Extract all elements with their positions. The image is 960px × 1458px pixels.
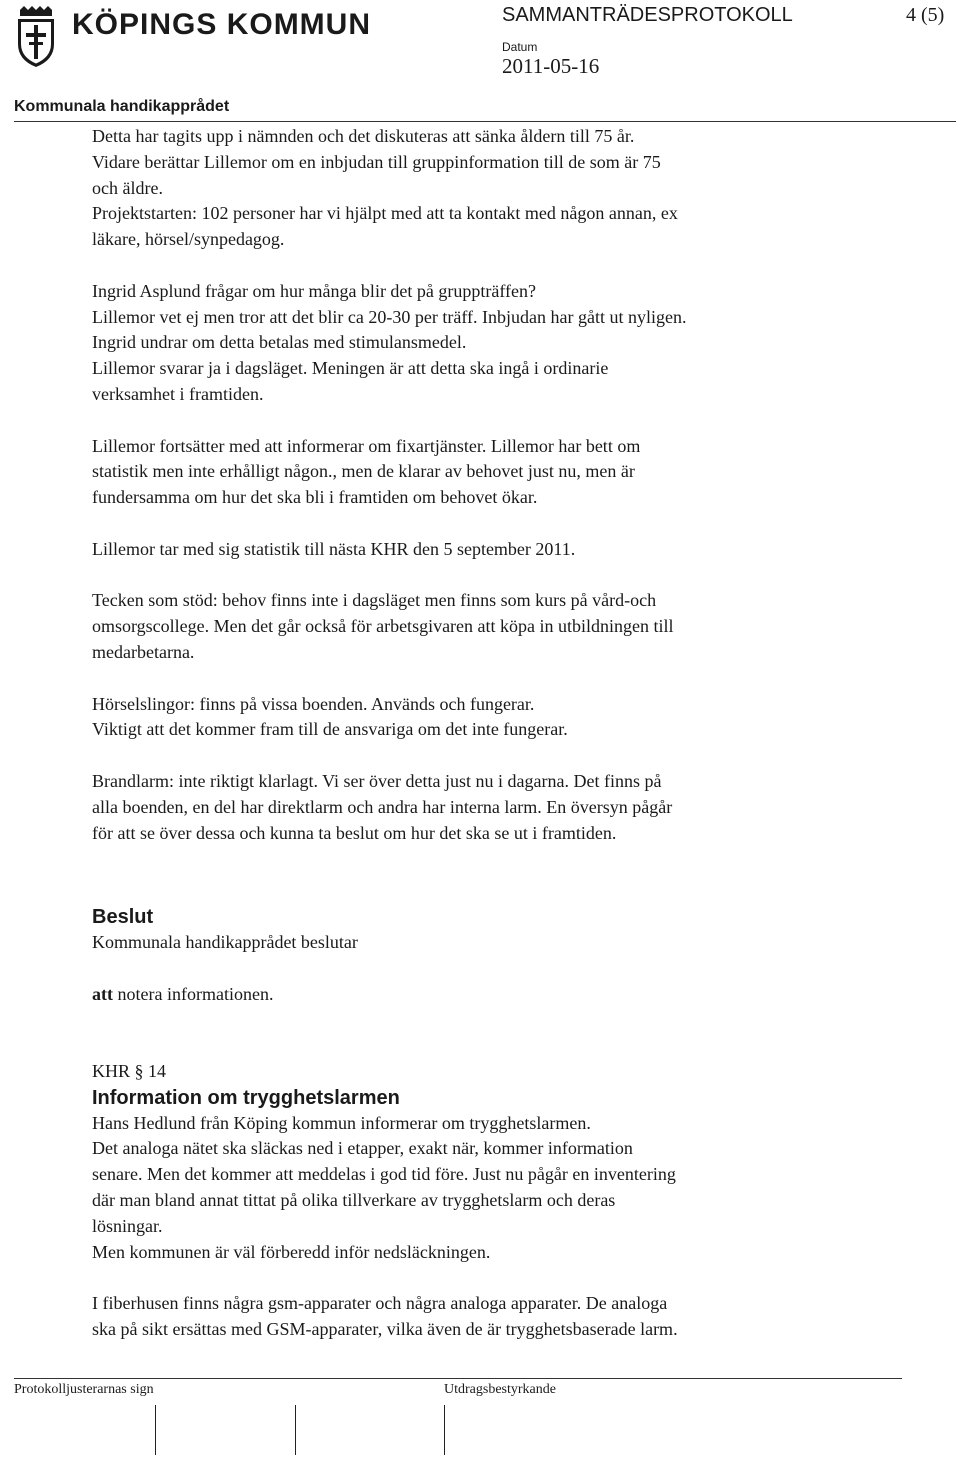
text-line: Vidare berättar Lillemor om en inbjudan till gruppinformation till de som är 75 — [92, 151, 661, 172]
paragraph-statistics: Lillemor tar med sig statistik till nästa KHR den 5 september 2011. — [92, 538, 576, 559]
spacer — [92, 846, 852, 872]
spacer — [92, 511, 852, 537]
text-line: där man bland annat tittat på olika tillverkare av trygghetslarm och deras — [92, 1190, 616, 1211]
text-line: för att se över dessa och kunna ta beslut om hur det ska se ut i framtiden. — [92, 822, 617, 843]
text-line: Brandlarm: inte riktigt klarlagt. Vi ser över detta just nu i dagarna. Det finns på — [92, 770, 662, 791]
text-line: statistik men inte erhålligt någon., men de klarar av behovet just nu, men är — [92, 461, 635, 482]
footer-extract-label: Utdragsbestyrkande — [444, 1382, 556, 1397]
item-heading: Information om trygghetslarmen — [92, 1086, 400, 1109]
text-line: Men kommunen är väl förberedd inför nedsläckningen. — [92, 1241, 491, 1262]
item-reference: KHR § 14 — [92, 1060, 167, 1081]
footer-signature-label: Protokolljusterarnas sign — [14, 1382, 154, 1397]
decision-heading: Beslut — [92, 905, 154, 928]
spacer — [92, 666, 852, 692]
text-line: Viktigt att det kommer fram till de ansvariga om det inte fungerar. — [92, 719, 568, 740]
spacer — [92, 1007, 852, 1033]
text-line: Lillemor svarar ja i dagsläget. Meningen är att detta ska ingå i ordinarie — [92, 358, 609, 379]
text-line: I fiberhusen finns några gsm-apparater och några analoga apparater. De analoga — [92, 1293, 668, 1314]
header-divider — [14, 121, 956, 122]
text-line: Det analoga nätet ska släckas ned i etapper, exakt när, kommer information — [92, 1138, 633, 1159]
page-number: 4 (5) — [906, 4, 945, 26]
text-line: Detta har tagits upp i nämnden och det diskuteras att sänka åldern till 75 år. — [92, 126, 635, 146]
text-line: senare. Men det kommer att meddelas i god tid före. Just nu pågår en inventering — [92, 1164, 676, 1185]
text-line: och äldre. — [92, 177, 163, 198]
text-line: ska på sikt ersättas med GSM-apparater, vilka även de är trygghetsbaserade larm. — [92, 1319, 678, 1340]
text-line: Lillemor fortsätter med att informerar om fixartjänster. Lillemor har bett om — [92, 435, 641, 456]
date-value: 2011-05-16 — [502, 54, 600, 78]
spacer — [92, 956, 852, 982]
spacer — [92, 872, 852, 898]
spacer — [92, 1265, 852, 1291]
text-line: Tecken som stöd: behov finns inte i dagsläget men finns som kurs på vård-och — [92, 590, 657, 611]
paragraph-fiber-houses — [92, 1291, 852, 1343]
att-text: notera informationen. — [113, 983, 274, 1004]
paragraph-hearing-loops — [92, 692, 852, 744]
text-line: Ingrid undrar om detta betalas med stimulansmedel. — [92, 332, 467, 353]
text-line: alla boenden, en del har direktlarm och andra har interna larm. En översyn pågår — [92, 796, 673, 817]
signature-box-divider — [155, 1405, 156, 1455]
text-line: medarbetarna. — [92, 641, 195, 662]
text-line: lösningar. — [92, 1215, 163, 1236]
spacer — [92, 253, 852, 279]
text-line: Ingrid Asplund frågar om hur många blir det på gruppträffen? — [92, 280, 537, 301]
text-line: Lillemor vet ej men tror att det blir ca 20-30 per träff. Inbjudan har gått ut nyligen. — [92, 306, 687, 327]
document-type: SAMMANTRÄDESPROTOKOLL — [502, 4, 793, 26]
org-name: KÖPINGS KOMMUN — [72, 8, 371, 41]
paragraph-safety-alarms — [92, 1111, 852, 1266]
text-line: fundersamma om hur det ska bli i framtiden om behovet ökar. — [92, 487, 538, 508]
text-line: Hans Hedlund från Köping kommun informerar om trygghetslarmen. — [92, 1112, 591, 1133]
spacer — [92, 1033, 852, 1059]
footer-divider — [14, 1378, 902, 1379]
text-line: läkare, hörsel/synpedagog. — [92, 229, 285, 250]
text-line: omsorgscollege. Men det går också för arbetsgivaren att köpa in utbildningen till — [92, 616, 674, 637]
committee-name: Kommunala handikapprådet — [14, 98, 230, 115]
text-line: verksamhet i framtiden. — [92, 383, 264, 404]
paragraph-age-discussion — [92, 124, 852, 253]
paragraph-fixartjanster — [92, 434, 852, 511]
paragraph-fire-alarm — [92, 769, 852, 846]
decision-att-line — [92, 982, 852, 1008]
signature-box-divider — [295, 1405, 296, 1455]
coat-of-arms-icon — [14, 6, 58, 68]
spacer — [92, 408, 852, 434]
paragraph-sign-support — [92, 588, 852, 665]
paragraph-group-meetings — [92, 279, 852, 408]
date-label: Datum — [502, 40, 538, 54]
document-body — [92, 124, 852, 1343]
att-keyword: att — [92, 983, 113, 1004]
text-line: Hörselslingor: finns på vissa boenden. Används och fungerar. — [92, 693, 535, 714]
text-line: Projektstarten: 102 personer har vi hjälpt med att ta kontakt med någon annan, ex — [92, 203, 678, 224]
spacer — [92, 563, 852, 589]
spacer — [92, 743, 852, 769]
signature-box-divider — [444, 1405, 445, 1455]
decision-text: Kommunala handikapprådet beslutar — [92, 931, 358, 952]
